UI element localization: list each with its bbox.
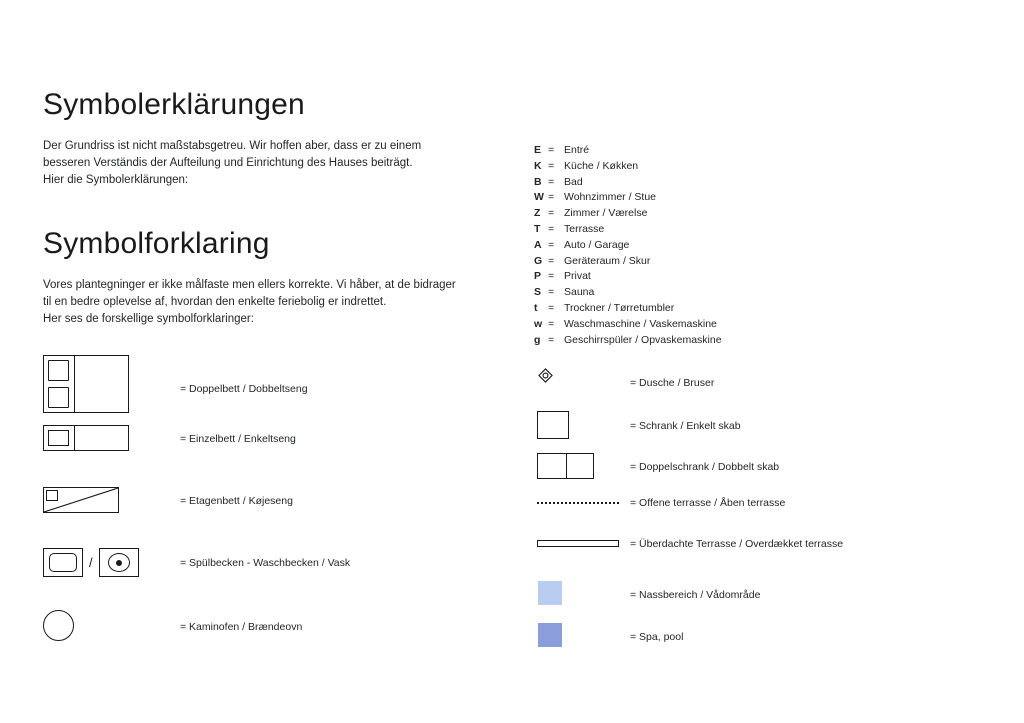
single-bed-icon (43, 425, 129, 451)
abbreviation-value: Wohnzimmer / Stue (564, 191, 657, 204)
abbreviation-equals: = (548, 333, 555, 346)
intro-paragraph-da (43, 277, 483, 328)
legend-label: = Doppelschrank / Dobbelt skab (630, 461, 780, 473)
intro-da-line-2: til en bedre oplevelse af, hvordan den enkelte feriebolig er indrettet. (43, 296, 387, 308)
legend-right-column (534, 368, 994, 666)
bunk-diagonal (44, 488, 118, 512)
abbreviation-equals: = (548, 270, 555, 283)
legend-label: = Etagenbett / Køjeseng (180, 495, 293, 507)
abbreviation-row (534, 333, 974, 349)
legend-label: = Schrank / Enkelt skab (630, 419, 741, 432)
abbreviation-row (534, 190, 974, 206)
abbreviation-value: Trockner / Tørretumbler (564, 301, 675, 314)
abbreviation-equals: = (548, 286, 555, 299)
abbreviation-value: Geschirrspüler / Opvaskemaskine (564, 333, 722, 346)
sink-basin (49, 553, 77, 572)
abbreviation-row (534, 238, 974, 254)
drain-dot (116, 560, 122, 566)
double-bed-icon (43, 355, 129, 413)
abbreviation-key: Z (534, 207, 541, 220)
page-title-da: Symbolforklaring (43, 227, 270, 260)
abbreviation-equals: = (548, 191, 555, 204)
legend-item-spa-pool (534, 623, 994, 666)
open-terrace-icon (537, 502, 619, 504)
abbreviation-key: t (534, 301, 538, 314)
bed-divider (74, 426, 75, 450)
legend-item-single-bed (43, 425, 513, 487)
abbreviation-key: w (534, 317, 543, 330)
covered-terrace-icon (537, 540, 619, 547)
abbreviation-value: Waschmaschine / Vaskemaskine (564, 317, 717, 330)
abbreviation-equals: = (548, 175, 555, 188)
abbreviation-equals: = (548, 301, 555, 314)
legend-label: = Dusche / Bruser (630, 377, 715, 389)
abbreviation-value: Zimmer / Værelse (564, 207, 648, 220)
abbreviation-equals: = (548, 159, 555, 172)
legend-item-double-bed (43, 355, 513, 425)
cabinet-divider (566, 454, 567, 478)
abbreviation-row (534, 222, 974, 238)
abbreviation-equals: = (548, 238, 555, 251)
legend-label: = Spülbecken - Waschbecken / Vask (180, 557, 351, 569)
abbreviation-key: E (534, 144, 542, 156)
pillow (48, 360, 69, 381)
abbreviation-value: Entré (564, 144, 590, 156)
abbreviation-row (534, 254, 974, 270)
pillow (48, 387, 69, 408)
abbreviation-equals: = (548, 317, 555, 330)
legend-item-wet-area (534, 581, 994, 624)
pillow (48, 430, 69, 446)
abbreviation-value: Bad (564, 175, 583, 188)
legend-label: = Spa, pool (630, 631, 684, 643)
legend-item-open-terrace (534, 496, 994, 539)
legend-item-cabinet (534, 411, 994, 454)
legend-item-bunk-bed (43, 487, 513, 548)
abbreviation-value: Terrasse (564, 222, 605, 235)
cabinet-icon (537, 411, 569, 439)
wet-area-icon (538, 581, 562, 605)
abbreviation-row (534, 317, 974, 333)
legend-item-stove (43, 610, 513, 660)
intro-da-line-3: Her ses de forskellige symbolforklaringer: (43, 313, 254, 325)
abbreviation-key: K (534, 159, 542, 172)
legend-left-column (43, 355, 513, 660)
legend-label: = Nassbereich / Vådområde (630, 588, 761, 601)
bunk-bed-icon (43, 487, 119, 513)
abbreviation-row (534, 159, 974, 175)
abbreviation-value: Auto / Garage (564, 238, 630, 251)
sink-separator: / (89, 555, 93, 570)
abbreviation-key: g (534, 333, 541, 346)
abbreviation-equals: = (548, 207, 555, 220)
abbreviation-equals: = (548, 254, 555, 267)
abbreviation-value: Küche / Køkken (564, 159, 639, 172)
abbreviation-key: S (534, 286, 542, 299)
abbreviation-key: T (534, 222, 541, 235)
legend-label: = Kaminofen / Brændeovn (180, 621, 303, 633)
abbreviation-row (534, 175, 974, 191)
abbreviation-list (534, 143, 974, 348)
intro-de-line-1: Der Grundriss ist nicht maßstabsgetreu. Wir hoffen aber, dass er zu einem (43, 140, 422, 152)
abbreviation-key: A (534, 238, 542, 251)
abbreviation-equals: = (548, 144, 555, 156)
intro-da-line-1: Vores plantegninger er ikke målfaste men ellers korrekte. Vi håber, at de bidrager (43, 279, 456, 291)
legend-label: = Einzelbett / Enkeltseng (180, 433, 296, 445)
left-text-column (43, 88, 503, 328)
wood-stove-icon (43, 610, 74, 641)
abbreviation-row (534, 269, 974, 285)
double-cabinet-icon (537, 453, 594, 479)
intro-de-line-2: besseren Verständis der Aufteilung und Einrichtung des Hauses beiträgt. (43, 157, 413, 169)
legend-label: = Überdachte Terrasse / Overdækket terrasse (630, 538, 844, 550)
sink-washbasin-icon (43, 548, 139, 577)
abbreviation-equals: = (548, 222, 555, 235)
intro-paragraph-de (43, 138, 483, 189)
legend-item-shower (534, 368, 994, 411)
legend-item-sink (43, 548, 513, 610)
bed-divider (74, 356, 75, 412)
legend-label: = Doppelbett / Dobbeltseng (180, 383, 308, 395)
abbreviation-value: Geräteraum / Skur (564, 254, 651, 267)
abbreviation-row (534, 143, 974, 159)
spa-pool-icon (538, 623, 562, 647)
abbreviation-key: W (534, 191, 544, 204)
abbreviation-row (534, 285, 974, 301)
abbreviation-value: Sauna (564, 286, 595, 299)
page-title-de: Symbolerklärungen (43, 88, 305, 121)
abbreviation-row (534, 301, 974, 317)
abbreviation-key: G (534, 254, 543, 267)
legend-label: = Offene terrasse / Åben terrasse (630, 496, 786, 509)
legend-item-covered-terrace (534, 538, 994, 581)
legend-item-double-cabinet (534, 453, 994, 496)
shower-icon (538, 368, 553, 383)
abbreviation-key: P (534, 270, 542, 283)
abbreviation-value: Privat (564, 270, 591, 283)
sink-square-icon (43, 548, 83, 577)
washbasin-round-icon (99, 548, 139, 577)
abbreviation-row (534, 206, 974, 222)
intro-de-line-3: Hier die Symbolerklärungen: (43, 174, 189, 186)
abbreviation-key: B (534, 175, 542, 188)
